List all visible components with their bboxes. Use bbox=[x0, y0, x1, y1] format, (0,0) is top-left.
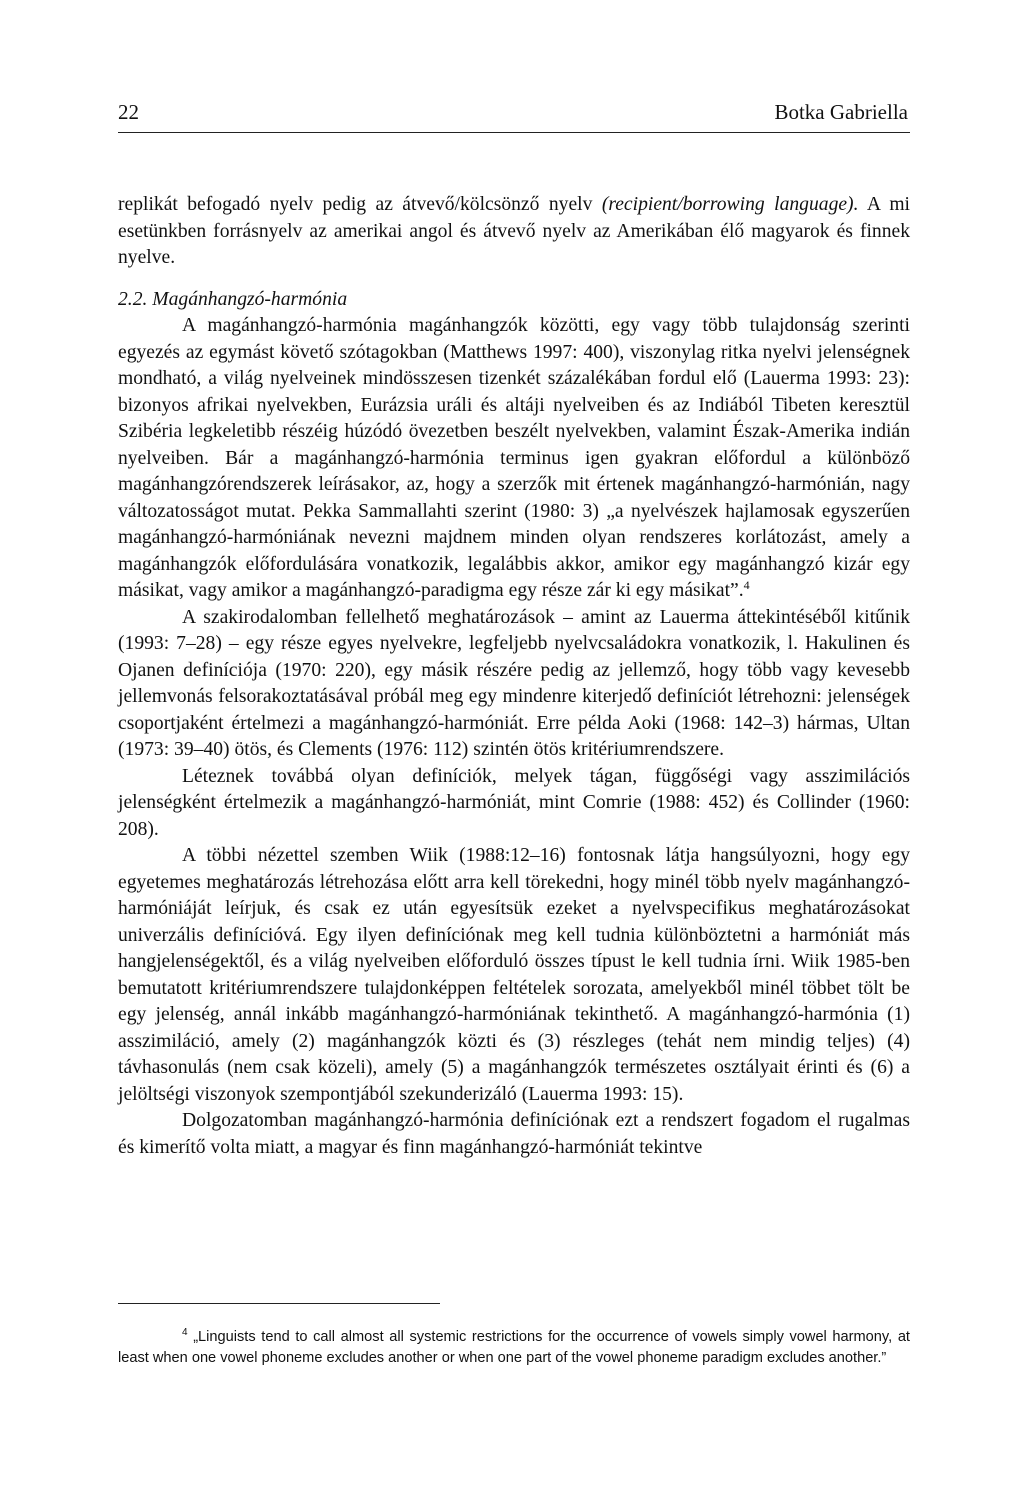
running-header bbox=[118, 96, 910, 133]
footnote-marker: 4 bbox=[182, 1327, 188, 1338]
paragraph-1 bbox=[118, 313, 910, 605]
footnote-text: „Linguists tend to call almost all systemic restrictions for the occurrence of vowels simply vowel harmony, at least when one vowel phoneme excludes another or when one part of the vowel phoneme paradigm excludes another.” bbox=[118, 1329, 910, 1366]
paragraph-1-text: A magánhangzó-harmónia magánhangzók közötti, egy vagy több tulajdonság szerinti egyezés az egymást követő szótagokban (Matthews 1997: 400), viszonylag ritka nyelvi jelenségnek mondható, a világ nyelveinek mindösszesen tizenkét százalékában fordul elő (Lauerma 1993: 23): bizonyos afrikai nyelvekben, Eurázsia uráli és altáji nyelveiben és az Indiából Tibeten keresztül Szibéria legkeletibb részéig húzódó övezetben beszélt nyelvekben, valamint Észak-Amerika indián nyelveiben. Bár a magánhangzó-harmónia terminus igen gyakran előfordul a különböző magánhangzórendszerek leírásakor, az, hogy a szerzők mit értenek magánhangzó-harmónián, nagy változatosságot mutat. Pekka Sammallahti szerint (1980: 3) „a nyelvészek hajlamosak egyszerűen magánhangzó-harmóniának nevezni majdnem minden olyan rendszeres korlátozást, amely a magánhangzók előfordulására vonatkozik, legalábbis akkor, amikor egy magánhangzó kizár egy másikat, vagy amikor a magánhangzó-paradigma egy része zár ki egy másikat”. bbox=[118, 315, 910, 601]
body-text bbox=[118, 192, 910, 1161]
running-author: Botka Gabriella bbox=[774, 100, 908, 124]
footnote bbox=[118, 1327, 910, 1369]
intro-text-a: replikát befogadó nyelv pedig az átvevő/kölcsönző nyelv bbox=[118, 194, 602, 215]
intro-text-b: A mi esetünkben forrásnyelv az amerikai angol és átvevő nyelv az Amerikában élő magyarok és finnek nyelve. bbox=[118, 194, 910, 268]
paragraph-4: A többi nézettel szemben Wiik (1988:12–16) fontosnak látja hangsúlyozni, hogy egy egyetemes meghatározás létrehozása előtt arra kell törekedni, hogy minél több nyelv magánhangzó-harmóniáját leírjuk, és csak ez után egyesítsük ezeket a nyelvspecifikus meghatározásokat univerzális definícióvá. Egy ilyen definíciónak meg kell tudnia különböztetni a harmóniát más hangjelenségektől, és a világ nyelveiben előforduló összes típust le kell tudnia írni. Wiik 1985-ben bemutatott kritériumrendszere tulajdonképpen feltételek sorozata, amelyekből minél többet tölt be egy jelenség, annál inkább magánhangzó-harmóniának tekinthető. A magánhangzó-harmónia (1) asszimiláció, amely (2) magánhangzók közti és (3) részleges (tehát nem mindig teljes) (4) távhasonulás (nem csak közeli), amely (5) a magánhangzók természetes osztályait érinti és (6) a jelöltségi viszonyok szempontjából szekunderizáló (Lauerma 1993: 15). bbox=[118, 845, 910, 1105]
intro-paragraph bbox=[118, 192, 910, 272]
paragraph-2: A szakirodalomban fellelhető meghatározások – amint az Lauerma áttekintéséből kitűnik (1993: 7–28) – egy része egyes nyelvekre, legfeljebb nyelvcsaládokra vonatkozik, l. Hakulinen és Ojanen definíciója (1970: 220), egy másik részére pedig az jellemző, hogy több vagy kevesebb jellemvonás felsorakoztatásával próbál meg egy mindenre kiterjedő definíciót létrehozni: jelenségek csoportjaként értelmezi a magánhangzó-harmóniát. Erre példa Aoki (1968: 142–3) hármas, Ultan (1973: 39–40) ötös, és Clements (1976: 112) szintén ötös kritériumrendszere. bbox=[118, 606, 910, 760]
intro-term: (recipient/borrowing language). bbox=[601, 194, 859, 215]
footnote-divider bbox=[118, 1303, 440, 1304]
footnote-reference[interactable]: 4 bbox=[743, 578, 750, 592]
paragraph-3: Léteznek továbbá olyan definíciók, melyek tágan, függőségi vagy asszimilációs jelenségként értelmezik a magánhangzó-harmóniát, mint Comrie (1988: 452) és Collinder (1960: 208). bbox=[118, 765, 910, 840]
paragraph-5: Dolgozatomban magánhangzó-harmónia definíciónak ezt a rendszert fogadom el rugalmas és kimerítő volta miatt, a magyar és finn magánhangzó-harmóniát tekintve bbox=[118, 1110, 910, 1158]
page-number: 22 bbox=[118, 100, 139, 124]
section-heading: 2.2. Magánhangzó-harmónia bbox=[118, 288, 348, 310]
